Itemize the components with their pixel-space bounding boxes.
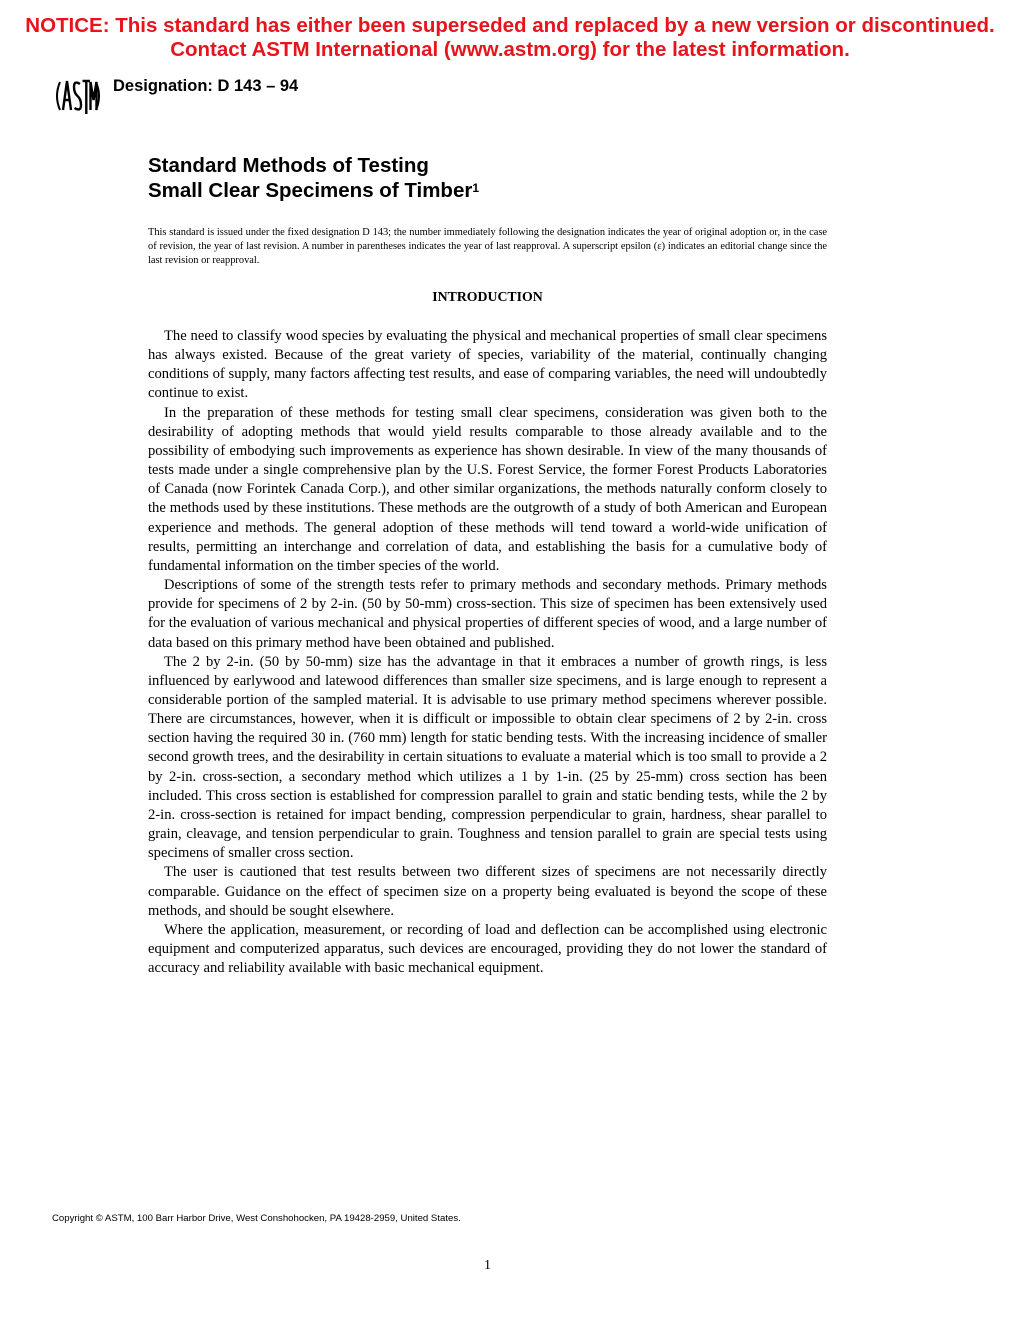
supersede-notice xyxy=(0,14,1020,62)
title-line-2-text: Small Clear Specimens of Timber xyxy=(148,179,473,202)
title-line-2 xyxy=(148,178,479,203)
issued-note: This standard is issued under the fixed designation D 143; the number immediately following the designation indicates the year of original adoption or, in the case of revision, the year of last revision. A number in parentheses indicates the year of last reapproval. A superscript epsilon (ε) indicates an editorial change since the last revision or reapproval. xyxy=(148,227,827,266)
designation: Designation: D 143 – 94 xyxy=(113,77,299,95)
intro-paragraph-2: In the preparation of these methods for testing small clear specimens, consideration was given both to the desirability of adopting methods that would yield results comparable to those already available and to the possibility of embodying such improvements as experience has shown desirable. In view of the many thousands of tests made under a single comprehensive plan by the U.S. Forest Service, the former Forest Products Laboratories of Canada (now Forintek Canada Corp.), and other similar organizations, the methods naturally conform closely to the methods used by these institutions. These methods are the outgrowth of a study of both American and European experience and methods. The general adoption of these methods will tend toward a world-wide unification of results, permitting an interchange and correlation of data, and establishing the basis for a cumulative body of fundamental information on the timber species of the world. xyxy=(148,404,827,574)
notice-line-1: NOTICE: This standard has either been superseded and replaced by a new version or discontinued. xyxy=(25,14,995,37)
astm-logo xyxy=(52,76,104,116)
intro-paragraph-1: The need to classify wood species by evaluating the physical and mechanical properties of small clear specimens has always existed. Because of the great variety of species, variability of the material, continually changing conditions of supply, many factors affecting test results, and ease of comparing variables, the need will undoubtedly continue to exist. xyxy=(148,328,827,402)
intro-paragraph-6: Where the application, measurement, or recording of load and deflection can be accomplished using electronic equipment and computerized apparatus, such devices are encouraged, providing they do not lower the standard of accuracy and reliability available with basic mechanical equipment. xyxy=(148,921,827,977)
introduction-body xyxy=(148,327,827,978)
notice-line-2: Contact ASTM International (www.astm.org) for the latest information. xyxy=(170,38,850,61)
intro-paragraph-4: The 2 by 2-in. (50 by 50-mm) size has the advantage in that it embraces a number of growth rings, is less influenced by earlywood and latewood differences than smaller size specimens, and is large enough to represent a considerable portion of the sampled material. It is advisable to use primary method specimens wherever possible. There are circumstances, however, when it is difficult or impossible to obtain clear specimens of 2 by 2-in. cross section having the required 30 in. (760 mm) length for static bending tests. With the increasing incidence of smaller second growth trees, and the desirability in certain situations to evaluate a material which is too small to provide a 2 by 2-in. cross-section, a secondary method which utilizes a 1 by 1-in. (25 by 25-mm) cross section has been included. This cross section is established for compression parallel to grain and static bending tests, while the 2 by 2-in. cross-section is retained for impact bending, compression perpendicular to grain, hardness, shear parallel to grain, cleavage, and tension perpendicular to grain. Toughness and tension parallel to grain are special tests using specimens of smaller cross section. xyxy=(148,653,827,862)
title-footnote-mark: 1 xyxy=(472,181,480,195)
introduction-heading: INTRODUCTION xyxy=(432,289,543,304)
intro-paragraph-5: The user is cautioned that test results between two different sizes of specimens are not necessarily directly comparable. Guidance on the effect of specimen size on a property being evaluated is beyond the scope of these methods, and should be sought elsewhere. xyxy=(148,864,827,919)
title-line-1: Standard Methods of Testing xyxy=(148,154,429,177)
intro-paragraph-3: Descriptions of some of the strength tests refer to primary methods and secondary methods. Primary methods provide for specimens of 2 by 2-in. (50 by 50-mm) cross-section. This size of specimen has been extensively used for the evaluation of various mechanical and physical properties of different species of wood, and a large number of data based on this primary method have been obtained and published. xyxy=(148,577,827,651)
page-number: 1 xyxy=(484,1258,491,1273)
document-title xyxy=(148,153,479,203)
copyright-line: Copyright © ASTM, 100 Barr Harbor Drive, West Conshohocken, PA 19428-2959, United States. xyxy=(52,1213,461,1224)
